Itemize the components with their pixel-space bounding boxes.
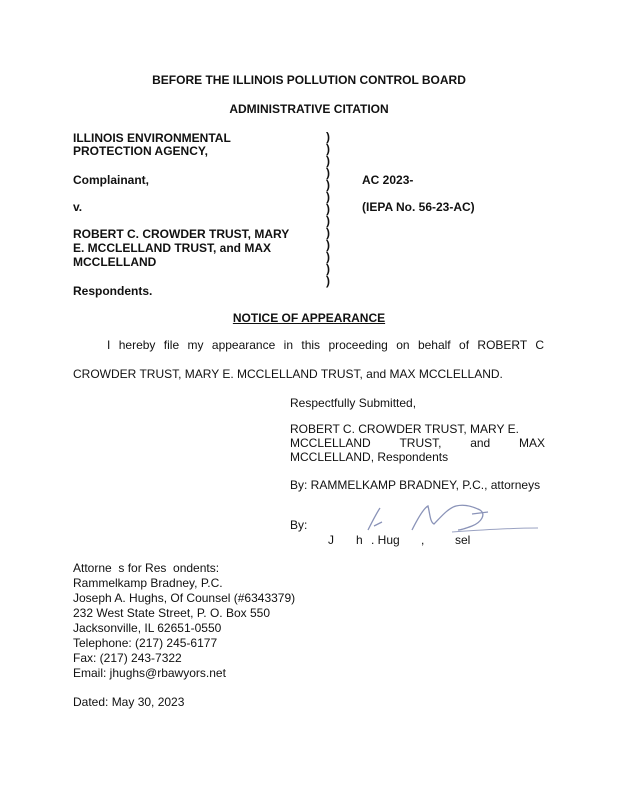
parties-block <box>290 422 545 464</box>
paren: ) <box>326 154 330 168</box>
respondent-name-line2: E. MCCLELLAND TRUST, and MAX <box>73 241 271 255</box>
word: appearance <box>211 338 276 352</box>
word: ROBERT <box>477 338 527 352</box>
paren: ) <box>326 190 330 204</box>
fax: Fax: (217) 243-7322 <box>73 651 182 665</box>
complainant-name-line2: PROTECTION AGENCY, <box>73 144 208 158</box>
paren: ) <box>326 214 330 228</box>
caption-divider <box>326 131 336 287</box>
signer-fragment: J <box>328 533 334 547</box>
citation-heading: ADMINISTRATIVE CITATION <box>229 102 389 116</box>
respectfully-submitted: Respectfully Submitted, <box>290 396 417 410</box>
paren: ) <box>326 250 330 264</box>
iepa-number: (IEPA No. 56-23-AC) <box>362 200 475 214</box>
address-line1: 232 West State Street, P. O. Box 550 <box>73 606 271 620</box>
paren: ) <box>326 202 330 216</box>
board-heading: BEFORE THE ILLINOIS POLLUTION CONTROL BOARD <box>152 73 466 87</box>
respondent-name-line1: ROBERT C. CROWDER TRUST, MARY <box>73 227 290 241</box>
word: this <box>301 338 321 352</box>
signer-fragment: . Hug <box>371 533 400 547</box>
paren: ) <box>326 142 330 156</box>
word: hereby <box>118 338 156 352</box>
by-firm-line: By: RAMMELKAMP BRADNEY, P.C., attorneys <box>290 478 541 492</box>
notice-body-line2: CROWDER TRUST, MARY E. MCCLELLAND TRUST, and MAX MCCLELLAND. <box>73 367 503 381</box>
paren: ) <box>326 262 330 276</box>
word: I <box>107 338 111 352</box>
attorney-name: Joseph A. Hughs, Of Counsel (#6343379) <box>73 591 296 605</box>
respondent-name-line3: MCCLELLAND <box>73 255 157 269</box>
word: of <box>459 338 470 352</box>
telephone: Telephone: (217) 245-6177 <box>73 636 218 650</box>
word: C <box>535 338 545 352</box>
firm-name: Rammelkamp Bradney, P.C. <box>73 576 223 590</box>
attorney-info <box>73 561 295 681</box>
parties-line3: MCCLELLAND, Respondents <box>290 450 449 464</box>
paren: ) <box>326 226 330 240</box>
parties-line2 <box>290 436 545 450</box>
address-line2: Jacksonville, IL 62651-0550 <box>73 621 222 635</box>
complainant-name-line1: ILLINOIS ENVIRONMENTAL <box>73 131 231 145</box>
complainant-label: Complainant, <box>73 173 150 187</box>
dated-line: Dated: May 30, 2023 <box>73 695 185 709</box>
signer-fragment: h <box>356 533 363 547</box>
respondents-label: Respondents. <box>73 284 153 298</box>
paren: ) <box>326 178 330 192</box>
word: file <box>163 338 180 352</box>
word: and <box>470 436 491 450</box>
word: MCCLELLAND <box>290 436 371 450</box>
paren: ) <box>326 238 330 252</box>
word: in <box>283 338 293 352</box>
signer-fragment: sel <box>455 533 471 547</box>
case-number: AC 2023- <box>362 173 414 187</box>
paren: ) <box>326 274 330 288</box>
word: TRUST, <box>399 436 442 450</box>
word: my <box>187 338 204 352</box>
notice-title: NOTICE OF APPEARANCE <box>232 311 386 325</box>
email: Email: jhughs@rbawyors.net <box>73 666 226 680</box>
notice-body-line1 <box>107 338 544 352</box>
versus-label: v. <box>73 200 83 214</box>
parties-line1: ROBERT C. CROWDER TRUST, MARY E. <box>290 422 519 436</box>
word: proceeding <box>328 338 388 352</box>
word: MAX <box>518 436 545 450</box>
signer-fragment: , <box>421 533 425 547</box>
attorneys-heading: Attorne s for Res ondents: <box>73 561 220 575</box>
paren: ) <box>326 166 330 180</box>
by-label: By: <box>290 518 308 532</box>
word: behalf <box>417 338 451 352</box>
paren: ) <box>326 130 330 144</box>
word: on <box>396 338 410 352</box>
